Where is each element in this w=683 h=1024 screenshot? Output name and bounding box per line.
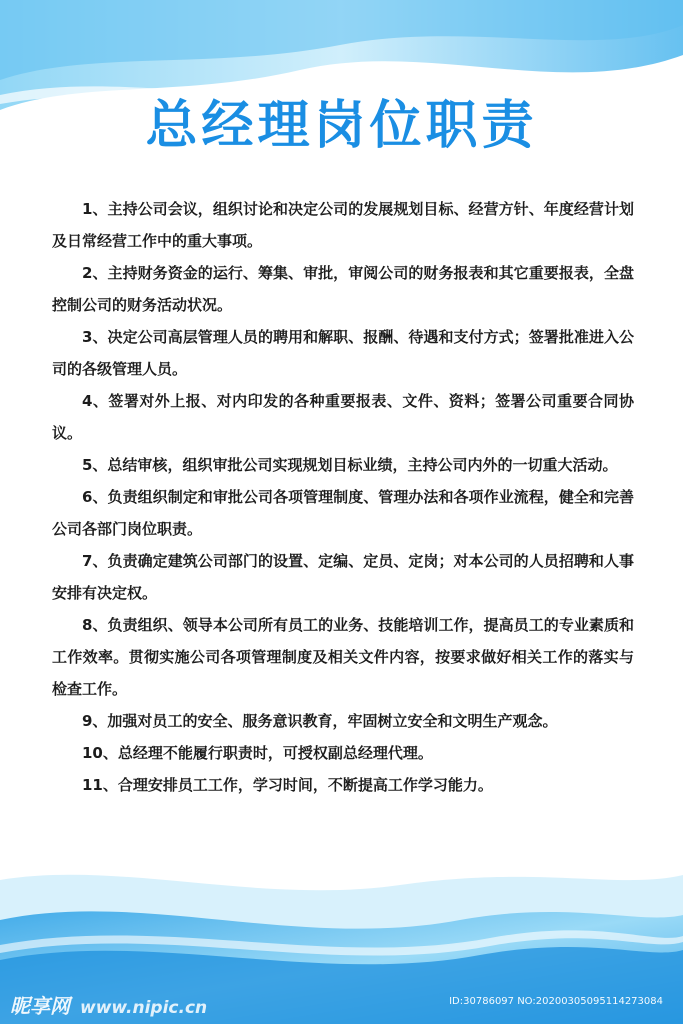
duty-item: 1、主持公司会议，组织讨论和决定公司的发展规划目标、经营方针、年度经营计划及日常经营工作中的重大事项。 xyxy=(52,200,634,250)
watermark-id: ID:30786097 NO:20200305095114273084 xyxy=(449,996,663,1007)
watermark-url: www.nipic.cn xyxy=(80,998,208,1018)
duty-item: 5、总结审核，组织审批公司实现规划目标业绩，主持公司内外的一切重大活动。 xyxy=(82,456,618,474)
duty-item: 9、加强对员工的安全、服务意识教育，牢固树立安全和文明生产观念。 xyxy=(82,712,558,730)
duty-item: 6、负责组织制定和审批公司各项管理制度、管理办法和各项作业流程，健全和完善公司各部门岗位职责。 xyxy=(52,488,634,538)
duty-item: 3、决定公司高层管理人员的聘用和解职、报酬、待遇和支付方式；签署批准进入公司的各级管理人员。 xyxy=(52,328,634,378)
duty-item: 8、负责组织、领导本公司所有员工的业务、技能培训工作，提高员工的专业素质和工作效率。贯彻实施公司各项管理制度及相关文件内容，按要求做好相关工作的落实与检查工作。 xyxy=(52,616,634,698)
page-title: 总经理岗位职责 xyxy=(145,96,538,156)
duty-item: 4、签署对外上报、对内印发的各种重要报表、文件、资料；签署公司重要合同协议。 xyxy=(52,392,634,442)
duty-item: 7、负责确定建筑公司部门的设置、定编、定员、定岗；对本公司的人员招聘和人事安排有决定权。 xyxy=(52,552,634,602)
watermark-logo: 昵享网 xyxy=(10,994,70,1018)
duty-item: 2、主持财务资金的运行、筹集、审批，审阅公司的财务报表和其它重要报表，全盘控制公司的财务活动状况。 xyxy=(52,264,634,314)
duty-item: 10、总经理不能履行职责时，可授权副总经理代理。 xyxy=(82,744,433,762)
duty-item: 11、合理安排员工工作，学习时间，不断提高工作学习能力。 xyxy=(82,776,493,794)
duties-list xyxy=(52,193,634,801)
watermark xyxy=(10,990,207,1020)
